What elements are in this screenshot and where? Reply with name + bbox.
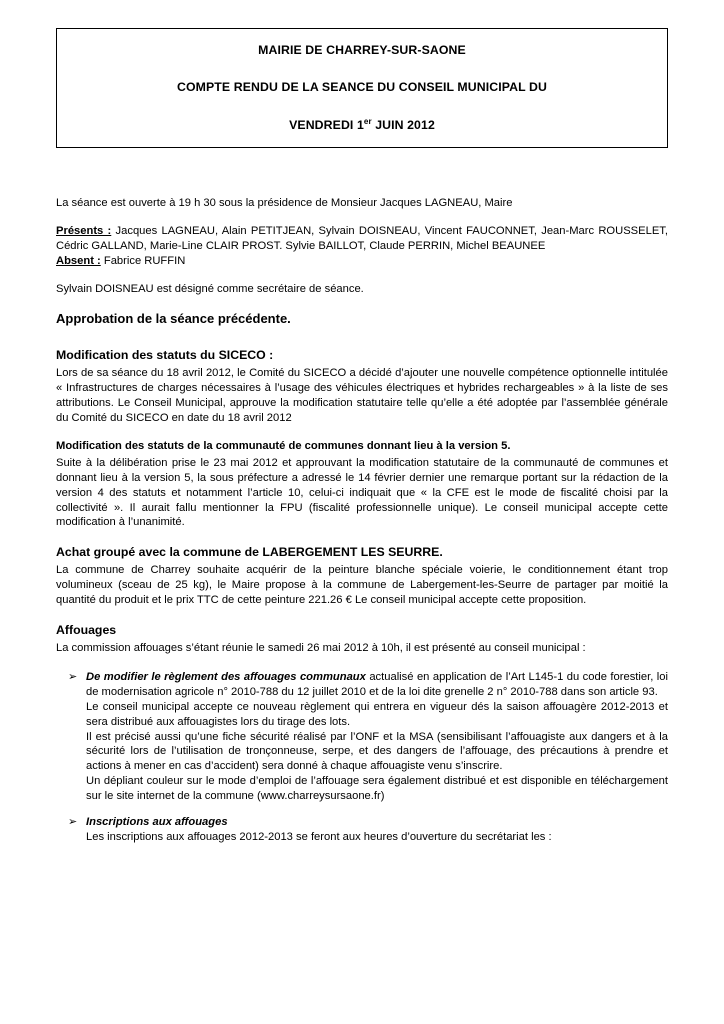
bullet-reglement-para-1: Le conseil municipal accepte ce nouveau règlement qui entrera en vigueur dés la saison affouagère 2012-2013 et sera distribué aux affouagistes lors du tirage des lots. [86,700,668,728]
section-affouages-text: La commission affouages s’étant réunie le samedi 26 mai 2012 à 10h, il est présenté au conseil municipal : [56,642,586,655]
absent-text: Fabrice RUFFIN [100,254,186,267]
header-date-pre: VENDREDI 1 [289,117,364,132]
section-achat-groupe-title [56,544,668,560]
presents-paragraph [56,224,668,254]
section-communaute [56,439,668,530]
bullet-reglement-lead-rest: actualisé en application de l’Art L145-1 du code forestier, loi de modernisation agricole n° 2010-788 du 12 juillet 2010 et de la loi dite grenelle 2 n° 2010-788 dans son article 93. [86,670,668,698]
header-line-compte-rendu: COMPTE RENDU DE LA SEANCE DU CONSEIL MUNICIPAL DU [177,80,547,95]
bullet-reglement-lead-paragraph [86,670,668,700]
section-affouages [56,622,668,656]
bullet-reglement-lead: De modifier le règlement des affouages communaux [86,670,366,683]
absent-label: Absent : [56,254,101,267]
header-date-sup: er [363,116,372,126]
header-line-date [67,117,657,133]
arrow-bullet-icon: ➢ [68,670,78,683]
header-date-post: JUIN 2012 [371,117,435,132]
approbation-heading: Approbation de la séance précédente. [56,310,291,326]
document-header-box [56,28,668,148]
section-siceco [56,347,668,425]
document-body [56,148,668,845]
arrow-bullet-icon: ➢ [68,815,78,828]
bullet-reglement-para-3: Un dépliant couleur sur le mode d’emploi de l’affouage sera également distribué et est disponible en téléchargement sur le site internet de la commune (www.charreysursaone.fr) [86,775,668,803]
bullet-inscriptions-lead-paragraph [86,815,668,830]
section-communaute-title: Modification des statuts de la communauté de communes donnant lieu à la version 5. [56,440,511,453]
bullet-inscriptions-lead: Inscriptions aux affouages [86,815,228,828]
absent-paragraph [56,254,668,269]
bullet-item-reglement [68,670,668,804]
header-line-mairie: MAIRIE DE CHARREY-SUR-SAONE [258,43,466,57]
section-achat-groupe-title-period: . [439,545,443,560]
section-siceco-text: Lors de sa séance du 18 avril 2012, le Comité du SICECO a décidé d’ajouter une nouvelle compétence optionnelle intitulée « Infrastructures de charges nécessaires à l’usage des véhicules électriques et hybrides rechargeables » à la liste de ses attributions. Le Conseil Municipal, approuve la modification statutaire telle qu’elle a été adoptée par l’assemblée générale du Comité du SICECO en date du 18 avril 2012 [56,367,668,424]
opening-paragraph: La séance est ouverte à 19 h 30 sous la présidence de Monsieur Jacques LAGNEAU, Maire [56,197,513,210]
section-achat-groupe-title-main: Achat groupé avec la commune de LABERGEMENT LES SEURRE [56,545,440,560]
section-achat-groupe [56,544,668,608]
section-achat-groupe-text: La commune de Charrey souhaite acquérir de la peinture blanche spéciale voierie, le conditionnement étant trop volumineux (sceau de 25 kg), le Maire propose à la commune de Labergement-les-Seurre de partager par moitié la quantité du produit et le prix TTC de cette peinture 221.26 € Le conseil municipal accepte cette proposition. [56,564,668,607]
secretary-paragraph: Sylvain DOISNEAU est désigné comme secrétaire de séance. [56,282,364,295]
presents-text: Jacques LAGNEAU, Alain PETITJEAN, Sylvain DOISNEAU, Vincent FAUCONNET, Jean-Marc ROUSSELET, Cédric GALLAND, Marie-Line CLAIR PROST. Sylvie BAILLOT, Claude PERRIN, Michel BEAUNEE [56,225,668,252]
bullet-reglement-para-2: Il est précisé aussi qu’une fiche sécurité réalisé par l’ONF et la MSA (sensibilisant l’affouagiste aux dangers et à la sécurité lors de l’utilisation de tronçonneuse, serpe, et des dangers de l’affouage, des précautions à prendre et actions à mener en cas d’accident) sera donné à chaque affouagiste venu s’inscrire. [86,730,668,773]
section-communaute-text: Suite à la délibération prise le 23 mai 2012 et approuvant la modification statutaire de la communauté de communes et donnant lieu à la version 5, la sous préfecture a adressé le 14 février dernier une remarque portant sur la rédaction de la version 4 des statuts et notamment l’article 10, celui-ci indiquait que « la CFE est le mode de fiscalité choisi par la collectivité ». Il aurait fallu mentionner la FPU (fiscalité professionnelle unique). Le conseil municipal accepte cette modification à l’unanimité. [56,457,668,529]
presents-label: Présents : [56,225,112,238]
section-affouages-title: Affouages [56,622,117,637]
bullet-inscriptions-para-1: Les inscriptions aux affouages 2012-2013 se feront aux heures d’ouverture du secrétariat les : [86,830,552,843]
bullet-item-inscriptions [68,815,668,845]
section-siceco-title: Modification des statuts du SICECO : [56,347,274,362]
